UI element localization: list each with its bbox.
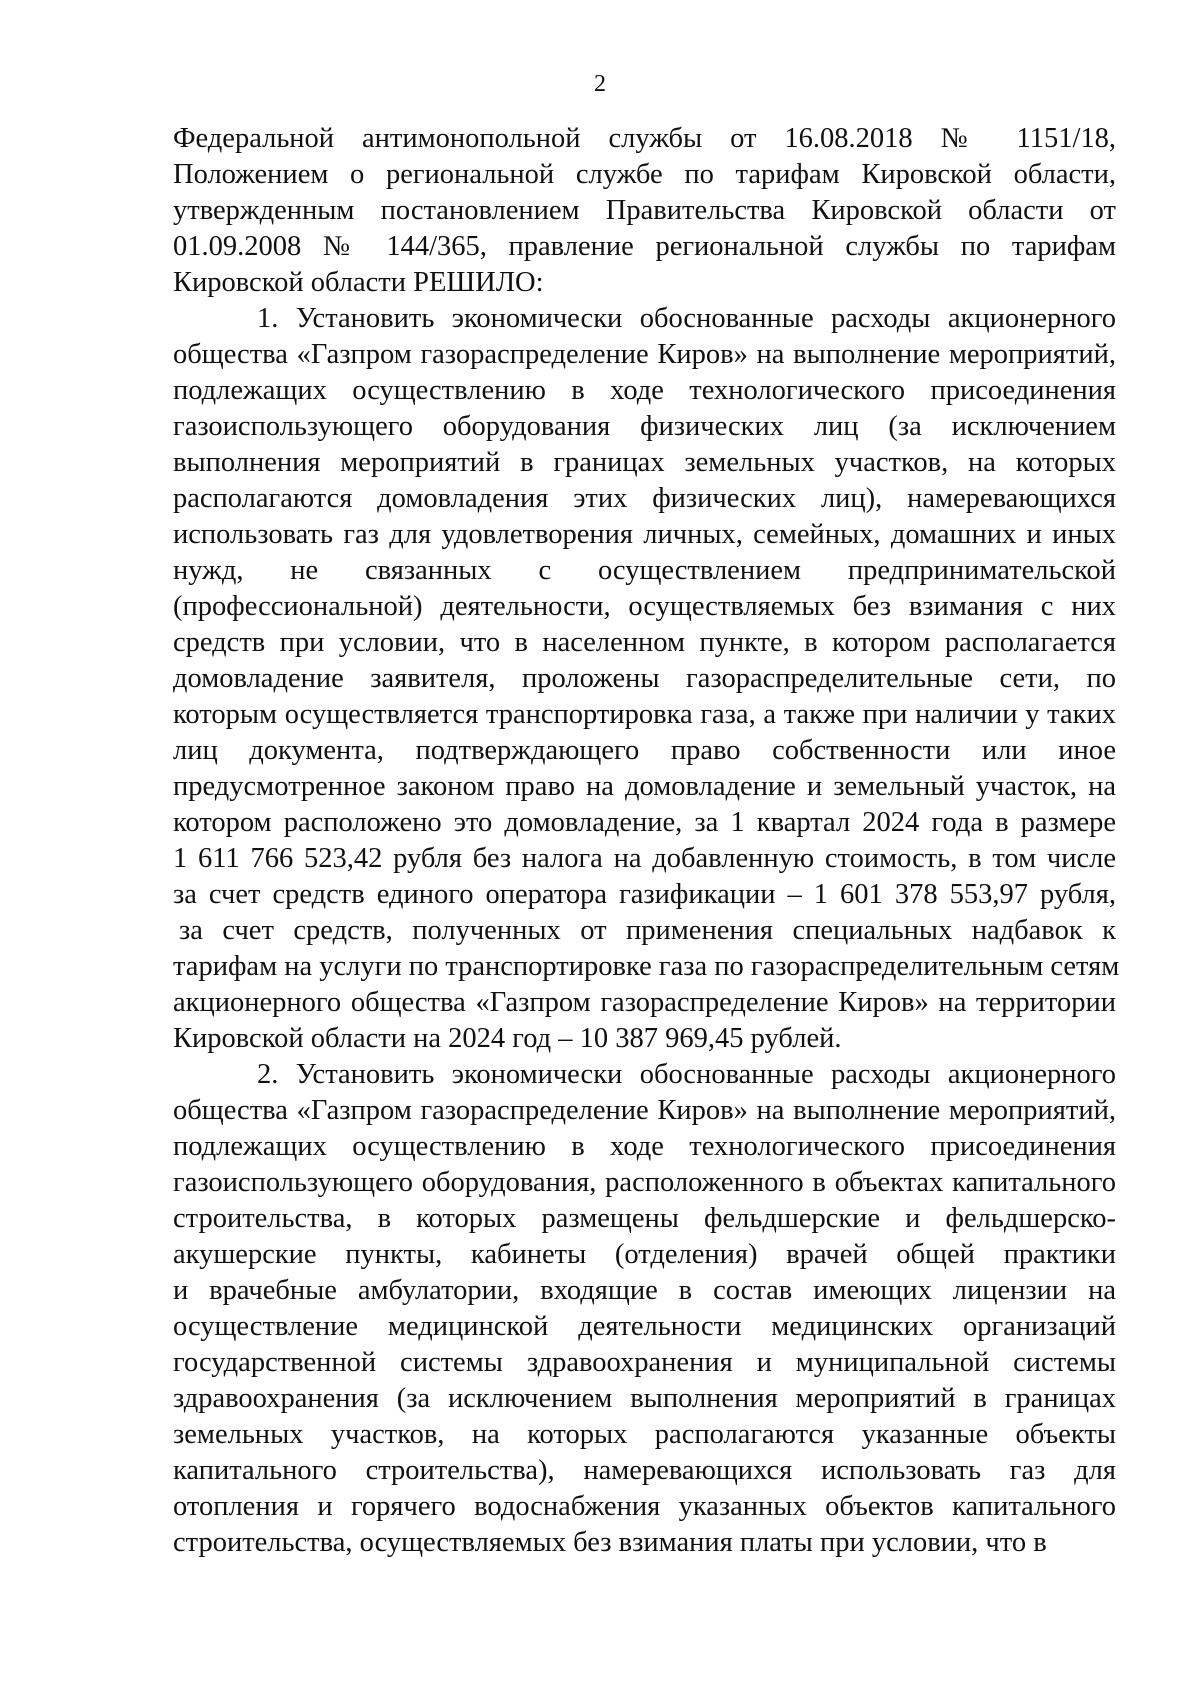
text-line: располагаются домовладения этих физических лиц), намеревающихся xyxy=(173,483,1116,514)
text-line: Кировской области РЕШИЛО: xyxy=(173,267,544,298)
paragraph-item-1 xyxy=(173,301,1120,1057)
text-line: газоиспользующего оборудования физических лиц (за исключением xyxy=(173,411,1116,442)
text-line: 1 611 766 523,42 рубля без налога на добавленную стоимость, в том числе xyxy=(173,843,1116,874)
text-line: утвержденным постановлением Правительства Кировской области от xyxy=(173,195,1116,226)
text-line: акушерские пункты, кабинеты (отделения) врачей общей практики xyxy=(173,1239,1116,1270)
text-line: выполнения мероприятий в границах земельных участков, на которых xyxy=(173,447,1116,478)
text-line: капитального строительства), намеревающихся использовать газ для xyxy=(173,1455,1116,1486)
text-line: общества «Газпром газораспределение Киров» на выполнение мероприятий, xyxy=(173,1095,1116,1126)
text-line: использовать газ для удовлетворения личных, семейных, домашних и иных xyxy=(173,519,1116,550)
text-line: земельных участков, на которых располагаются указанные объекты xyxy=(173,1419,1116,1450)
text-line: осуществление медицинской деятельности медицинских организаций xyxy=(173,1311,1116,1342)
paragraph-item-2 xyxy=(173,1057,1116,1561)
text-line: Федеральной антимонопольной службы от 16.08.2018 № 1151/18, xyxy=(173,123,1116,154)
text-line: средств при условии, что в населенном пункте, в котором располагается xyxy=(173,627,1116,658)
text-line: здравоохранения (за исключением выполнения мероприятий в границах xyxy=(173,1383,1116,1414)
text-line: тарифам на услуги по транспортировке газа по газораспределительным сетям xyxy=(173,951,1120,982)
text-line: (профессиональной) деятельности, осуществляемых без взимания с них xyxy=(173,591,1116,622)
text-line: Кировской области на 2024 год – 10 387 969,45 рублей. xyxy=(173,1023,842,1054)
text-line: за счет средств единого оператора газификации – 1 601 378 553,97 рубля, xyxy=(173,879,1116,910)
page-number: 2 xyxy=(594,71,606,97)
text-line: 2. Установить экономически обоснованные расходы акционерного xyxy=(257,1059,1116,1090)
text-line: государственной системы здравоохранения и муниципальной системы xyxy=(173,1347,1116,1378)
text-line: строительства, осуществляемых без взимания платы при условии, что в xyxy=(173,1527,1047,1558)
text-line: которым осуществляется транспортировка газа, а также при наличии у таких xyxy=(173,699,1116,730)
paragraph-preamble xyxy=(173,121,1116,301)
text-line: домовладение заявителя, проложены газораспределительные сети, по xyxy=(173,663,1116,694)
text-line: и врачебные амбулатории, входящие в состав имеющих лицензии на xyxy=(173,1275,1116,1306)
text-line: за счет средств, полученных от применения специальных надбавок к xyxy=(179,915,1116,946)
text-line: строительства, в которых размещены фельдшерские и фельдшерско- xyxy=(173,1203,1116,1234)
document-body xyxy=(173,121,1120,1561)
text-line: акционерного общества «Газпром газораспределение Киров» на территории xyxy=(173,987,1116,1018)
text-line: 1. Установить экономически обоснованные расходы акционерного xyxy=(257,303,1116,334)
text-line: подлежащих осуществлению в ходе технологического присоединения xyxy=(173,1131,1116,1162)
text-line: отопления и горячего водоснабжения указанных объектов капитального xyxy=(173,1491,1116,1522)
text-line: котором расположено это домовладение, за 1 квартал 2024 года в размере xyxy=(173,807,1116,838)
text-line: Положением о региональной службе по тарифам Кировской области, xyxy=(173,159,1116,190)
text-line: лиц документа, подтверждающего право собственности или иное xyxy=(173,735,1116,766)
text-line: подлежащих осуществлению в ходе технологического присоединения xyxy=(173,375,1116,406)
text-line: общества «Газпром газораспределение Киров» на выполнение мероприятий, xyxy=(173,339,1116,370)
text-line: 01.09.2008 № 144/365, правление региональной службы по тарифам xyxy=(173,231,1116,262)
text-line: газоиспользующего оборудования, расположенного в объектах капитального xyxy=(173,1167,1116,1198)
text-line: нужд, не связанных с осуществлением предпринимательской xyxy=(173,555,1116,586)
text-line: предусмотренное законом право на домовладение и земельный участок, на xyxy=(173,771,1116,802)
